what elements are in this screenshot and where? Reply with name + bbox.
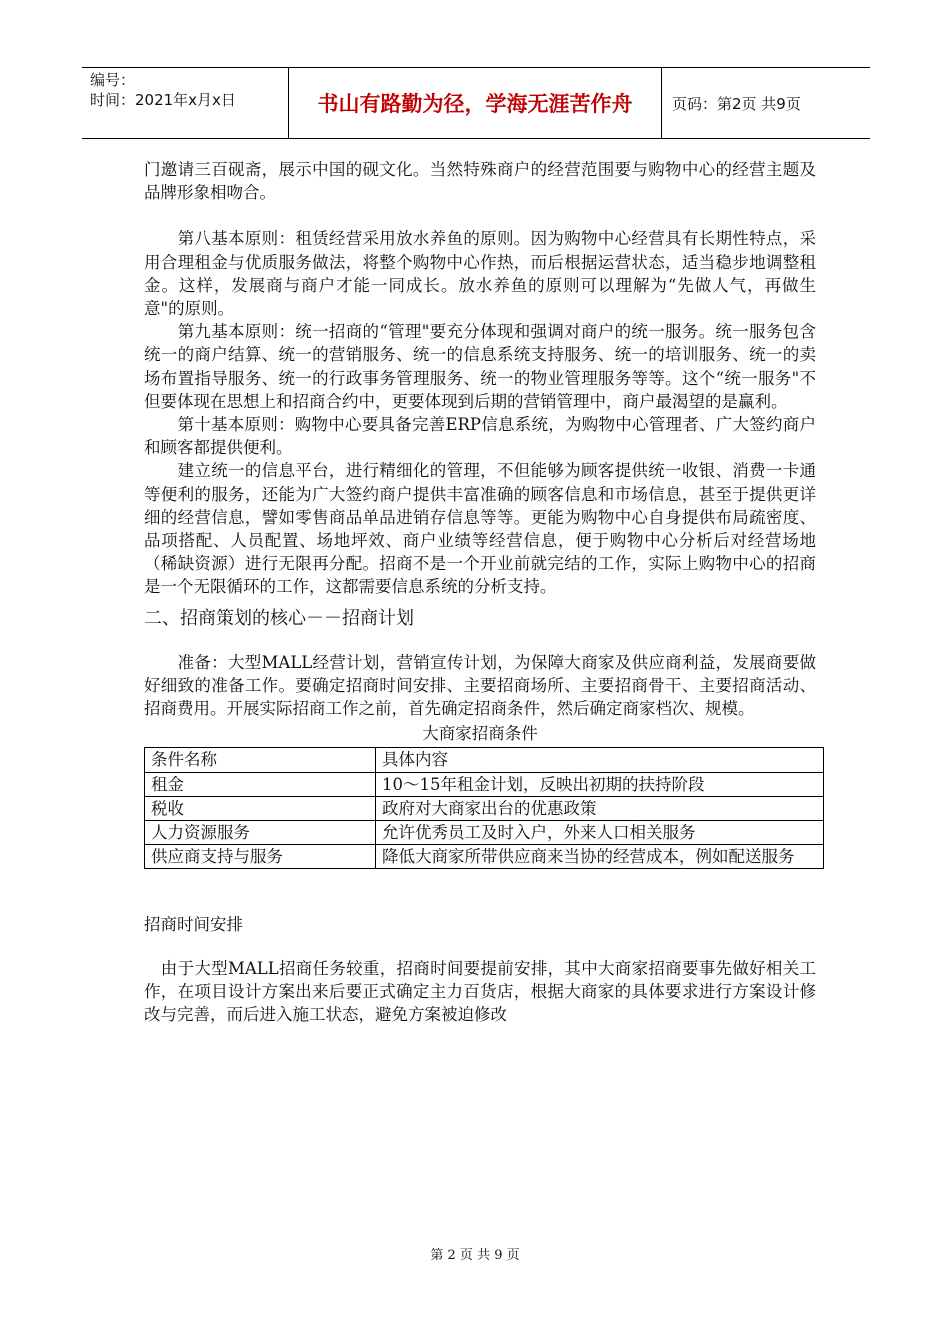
table-cell: 10～15年租金计划，反映出初期的扶持阶段 [376, 772, 824, 796]
table-row [145, 845, 824, 869]
table-row [145, 796, 824, 820]
header-motto: 书山有路勤为径，学海无涯苦作舟 [289, 68, 662, 138]
table-row [145, 772, 824, 796]
section-title: 二、招商策划的核心－－招商计划 [144, 607, 414, 629]
subheading: 招商时间安排 [144, 915, 243, 935]
table-cell: 人力资源服务 [145, 821, 376, 845]
paragraph: 第九基本原则：统一招商的“管理"要充分体现和强调对商户的统一服务。统一服务包含统一的商户结算、统一的营销服务、统一的信息系统支持服务、统一的培训服务、统一的卖场布置指导服务、统一的行政事务管理服务、统一的物业管理服务等等。这个“统一服务"不但要体现在思想上和招商合约中，更要体现到后期的营销管理中，商户最渴望的是赢利。 [144, 322, 816, 411]
table-header-cell: 具体内容 [376, 748, 824, 772]
paragraph: 第八基本原则：租赁经营采用放水养鱼的原则。因为购物中心经营具有长期性特点，采用合理租金与优质服务做法，将整个购物中心作热，而后根据运营状态，适当稳步地调整租金。这样，发展商与商户才能一同成长。放水养鱼的原则可以理解为“先做人气，再做生意"的原则。 [144, 229, 816, 319]
table-cell: 政府对大商家出台的优惠政策 [376, 796, 824, 820]
table-cell: 允许优秀员工及时入户，外来人口相关服务 [376, 821, 824, 845]
table-row [145, 821, 824, 845]
header-page-info: 页码：第2页 共9页 [672, 94, 801, 113]
table-cell: 降低大商家所带供应商来当协的经营成本，例如配送服务 [376, 845, 824, 869]
paragraph: 第十基本原则：购物中心要具备完善ERP信息系统，为购物中心管理者、广大签约商户和顾客都提供便利。 [144, 415, 816, 458]
header-number-label: 编号： [90, 71, 136, 89]
table-header-row [145, 748, 824, 772]
paragraph: 由于大型MALL招商任务较重，招商时间要提前安排，其中大商家招商要事先做好相关工作，在项目设计方案出来后要正式确定主力百货店，根据大商家的具体要求进行方案设计修改与完善，而后进入施工状态，避免方案被迫修改 [144, 958, 816, 1025]
table-cell: 租金 [145, 772, 376, 796]
table-cell: 税收 [145, 796, 376, 820]
paragraph: 建立统一的信息平台，进行精细化的管理，不但能够为顾客提供统一收银、消费一卡通等便利的服务，还能为广大签约商户提供丰富准确的顾客信息和市场信息，甚至于提供更详细的经营信息，譬如零售商品单品进销存信息等等。更能为购物中心自身提供布局疏密度、品项搭配、人员配置、场地坪效、商户业绩等经营信息，便于购物中心分析后对经营场地（稀缺资源）进行无限再分配。招商不是一个开业前就完结的工作，实际上购物中心的招商是一个无限循环的工作，这都需要信息系统的分析支持。 [144, 461, 816, 597]
document-body [144, 158, 816, 1026]
page-footer: 第 2 页 共 9 页 [430, 1248, 520, 1263]
table-cell: 供应商支持与服务 [145, 845, 376, 869]
paragraph: 准备：大型MALL经营计划，营销宣传计划，为保障大商家及供应商利益，发展商要做好细致的准备工作。要确定招商时间安排、主要招商场所、主要招商骨干、主要招商活动、招商费用。开展实际招商工作之前，首先确定招商条件，然后确定商家档次、规模。 [144, 652, 816, 719]
header-date-label: 时间：2021年x月x日 [90, 91, 236, 109]
conditions-table [144, 747, 824, 869]
table-title: 大商家招商条件 [422, 724, 538, 744]
header-meta [82, 68, 289, 138]
page-header [82, 67, 870, 139]
paragraph: 门邀请三百砚斋，展示中国的砚文化。当然特殊商户的经营范围要与购物中心的经营主题及品牌形象相吻合。 [144, 160, 816, 203]
table-header-cell: 条件名称 [145, 748, 376, 772]
